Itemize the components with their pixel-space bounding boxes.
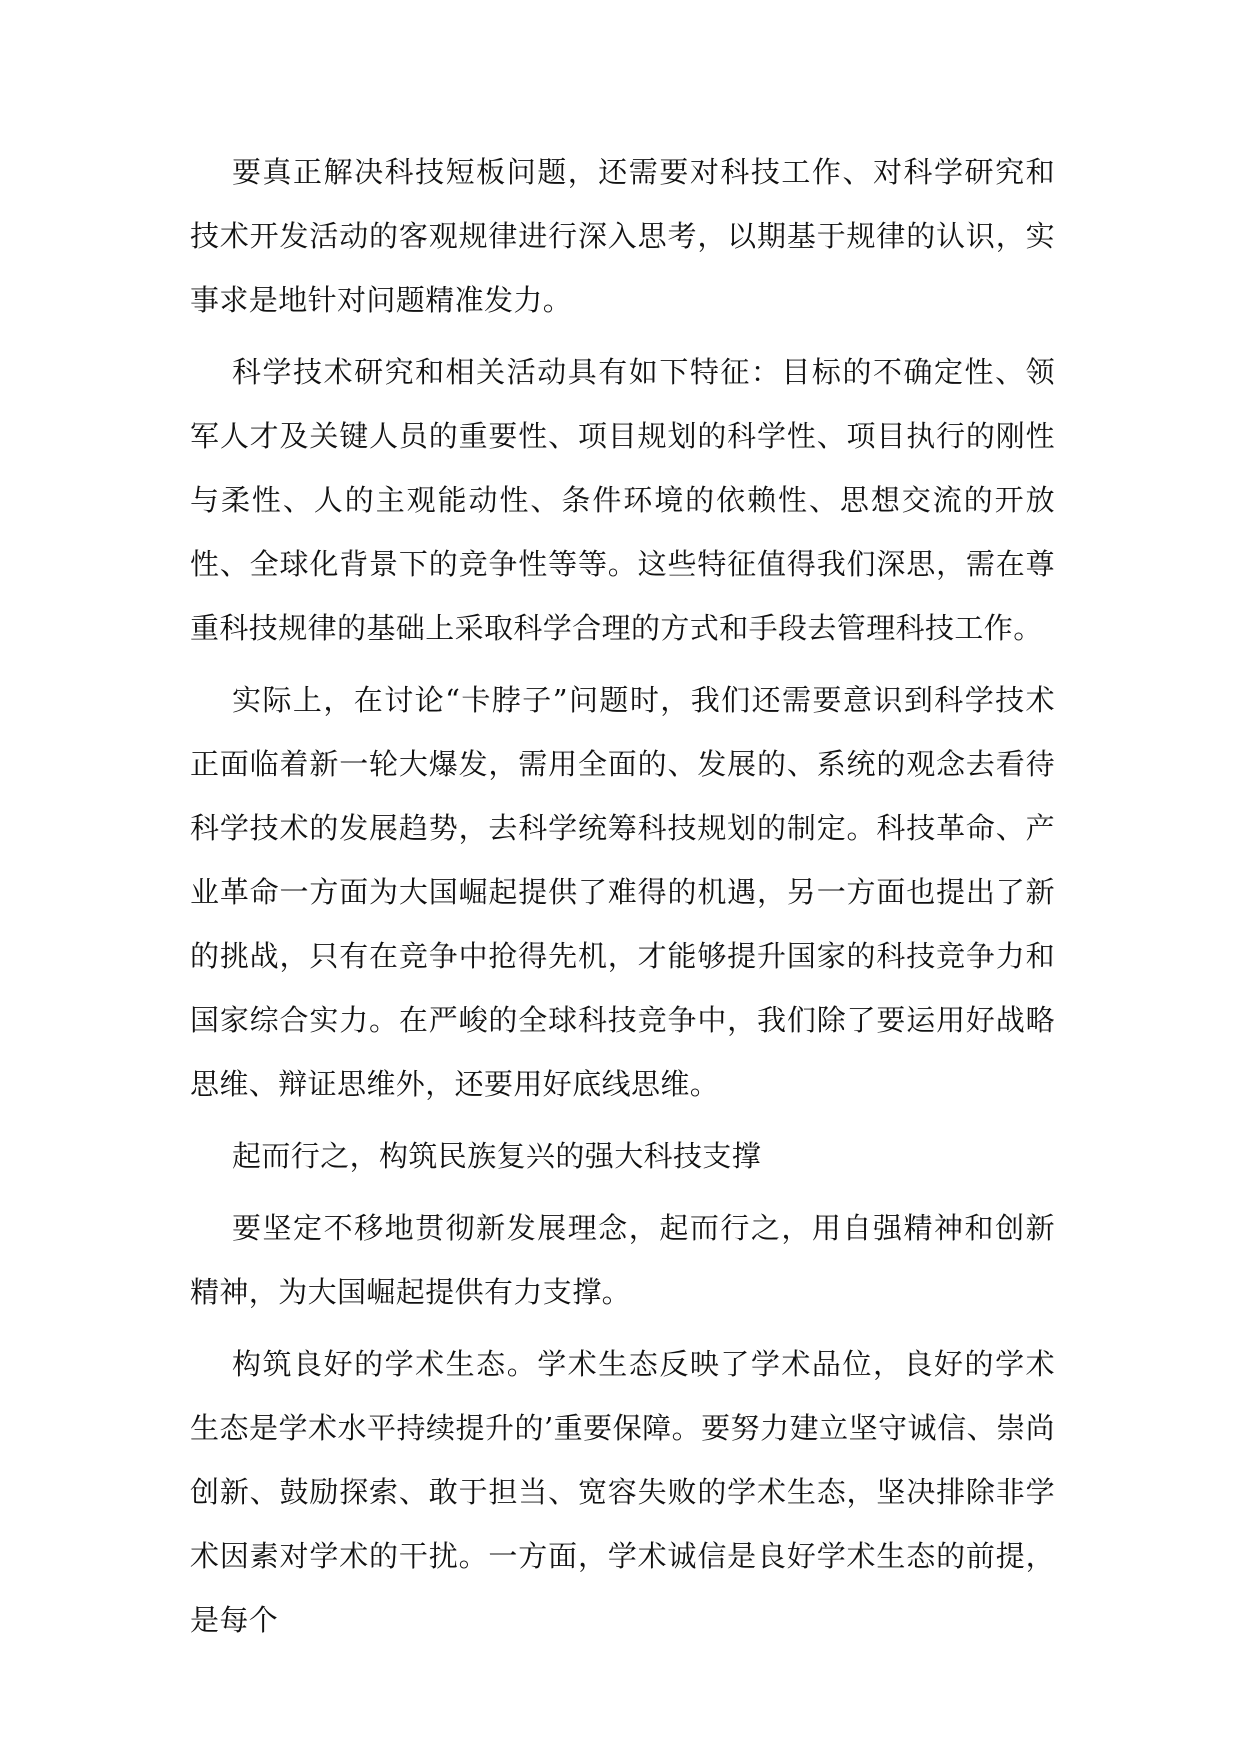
paragraph-4: 要坚定不移地贯彻新发展理念，起而行之，用自强精神和创新精神，为大国崛起提供有力支撑。 — [190, 1211, 1055, 1309]
paragraph-5: 构筑良好的学术生态。学术生态反映了学术品位，良好的学术生态是学术水平持续提升的’重要保障。要努力建立坚守诚信、崇尚创新、鼓励探索、敢于担当、宽容失败的学术生态，坚决排除非学术因素对学术的干扰。一方面，学术诚信是良好学术生态的前提，是每个 — [190, 1347, 1055, 1637]
paragraph-2: 科学技术研究和相关活动具有如下特征：目标的不确定性、领军人才及关键人员的重要性、项目规划的科学性、项目执行的刚性与柔性、人的主观能动性、条件环境的依赖性、思想交流的开放性、全球化背景下的竞争性等等。这些特征值得我们深思，需在尊重科技规律的基础上采取科学合理的方式和手段去管理科技工作。 — [190, 355, 1055, 645]
paragraph-3: 实际上，在讨论“卡脖子”问题时，我们还需要意识到科学技术正面临着新一轮大爆发，需用全面的、发展的、系统的观念去看待科学技术的发展趋势，去科学统筹科技规划的制定。科技革命、产业革命一方面为大国崛起提供了难得的机遇，另一方面也提出了新的挑战，只有在竞争中抢得先机，才能够提升国家的科技竞争力和国家综合实力。在严峻的全球科技竞争中，我们除了要运用好战略思维、辩证思维外，还要用好底线思维。 — [190, 683, 1055, 1101]
document-page — [190, 140, 1055, 1640]
section-heading: 起而行之，构筑民族复兴的强大科技支撑 — [232, 1139, 762, 1173]
paragraph-1: 要真正解决科技短板问题，还需要对科技工作、对科学研究和技术开发活动的客观规律进行深入思考，以期基于规律的认识，实事求是地针对问题精准发力。 — [190, 155, 1055, 317]
